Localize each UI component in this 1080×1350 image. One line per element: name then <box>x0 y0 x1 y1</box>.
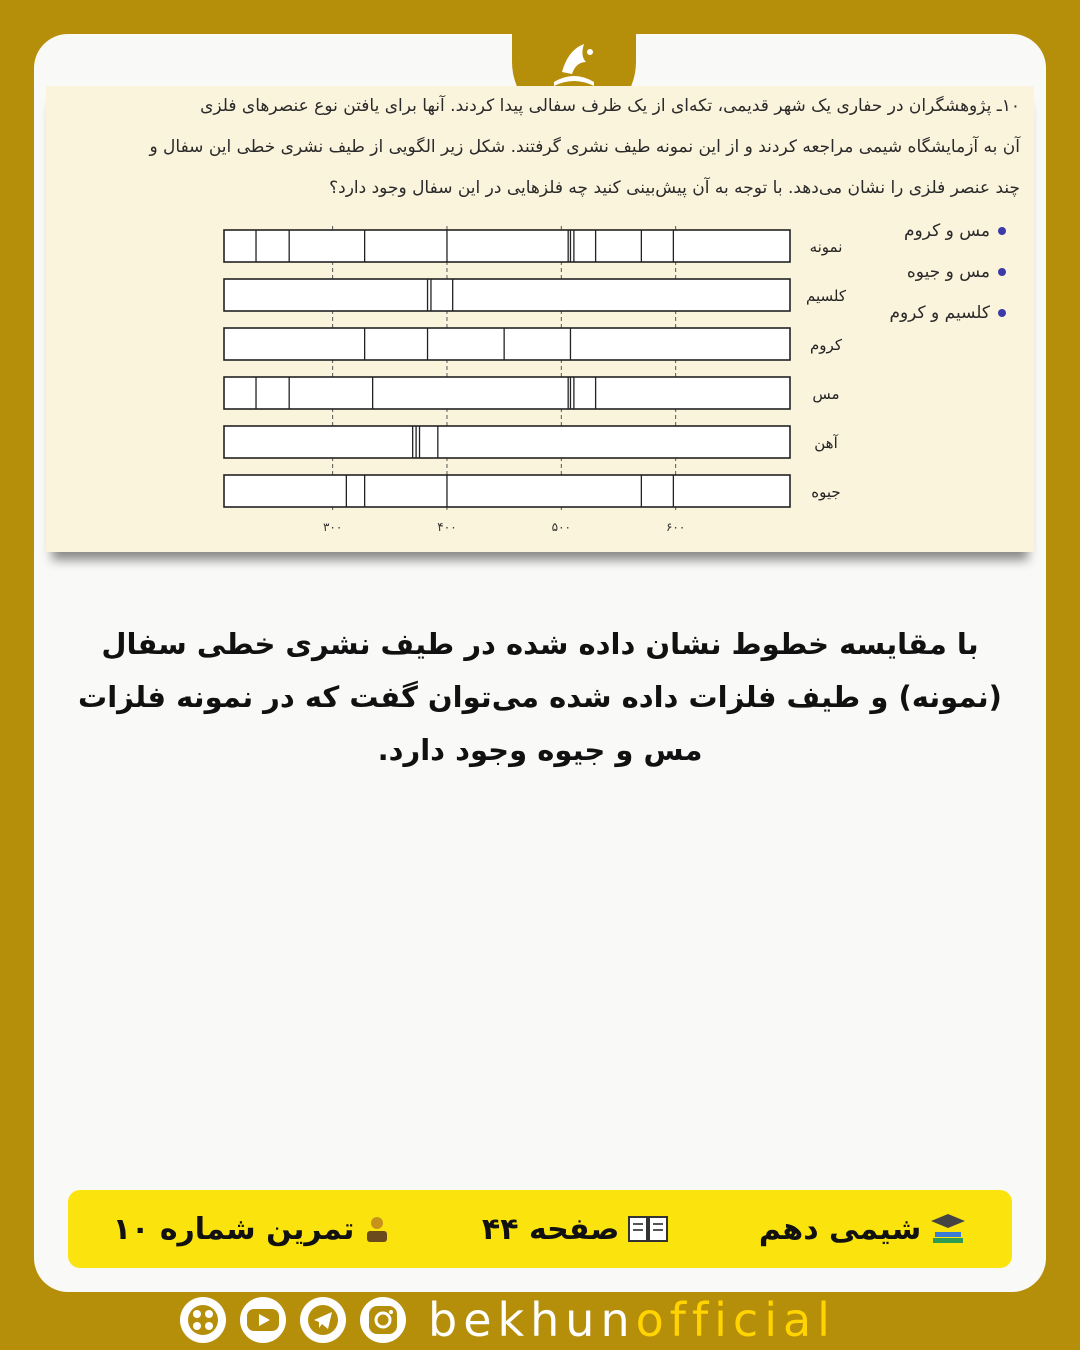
spectrum-row-5 <box>224 426 790 458</box>
aparat-icon[interactable] <box>180 1297 226 1343</box>
question-panel <box>46 86 1034 552</box>
x-tick-label: ۶۰۰ <box>665 520 686 534</box>
subject-name: شیمی دهم <box>758 1211 922 1247</box>
telegram-icon[interactable] <box>300 1297 346 1343</box>
book-icon <box>627 1213 669 1245</box>
instagram-icon[interactable] <box>360 1297 406 1343</box>
row-label: مس <box>812 385 840 403</box>
brand-part-1: bekhun <box>428 1293 636 1347</box>
footer <box>180 1292 900 1348</box>
x-tick-label: ۳۰۰ <box>322 520 343 534</box>
brand-name <box>428 1293 836 1347</box>
row-label: آهن <box>814 434 838 452</box>
option-label: مس و کروم <box>903 220 990 241</box>
question-line-3: چند عنصر فلزی را نشان می‌دهد. با توجه به آن پیش‌بینی کنید چه فلزهایی در این سفال وجود دارد؟ <box>329 178 1020 198</box>
row-label: نمونه <box>809 238 843 256</box>
question-text <box>68 86 1020 209</box>
option-label: مس و جیوه <box>906 261 990 282</box>
teacher-icon <box>362 1214 392 1244</box>
youtube-icon[interactable] <box>240 1297 286 1343</box>
subject-info <box>759 1212 967 1247</box>
bullet-icon <box>998 309 1006 317</box>
spectrum-row-3 <box>224 328 790 360</box>
x-tick-label: ۴۰۰ <box>437 520 457 534</box>
spectrum-row-1 <box>224 230 790 262</box>
bullet-icon <box>998 227 1006 235</box>
page-info <box>482 1212 669 1247</box>
question-line-2: آن به آزمایشگاه شیمی مراجعه کردند و از این نمونه طیف نشری گرفتند. شکل زیر الگویی از طیف نشری خطی این سفال و <box>149 137 1020 157</box>
spectrum-row-4 <box>224 377 790 409</box>
option-label: کلسیم و کروم <box>889 302 990 323</box>
graduation-books-icon <box>929 1212 967 1246</box>
emission-spectrum-chart <box>216 222 856 542</box>
x-tick-label: ۵۰۰ <box>551 520 571 534</box>
row-label: کلسیم <box>806 287 846 305</box>
brand-part-2: official <box>635 1293 836 1347</box>
option-1 <box>846 210 1006 251</box>
spectrum-row-2 <box>224 279 790 311</box>
exercise-number: تمرین شماره ۱۰ <box>112 1211 355 1247</box>
option-3 <box>846 292 1006 333</box>
answer-text: با مقایسه خطوط نشان داده شده در طیف نشری خطی سفال (نمونه) و طیف فلزات داده شده می‌توان گفت که در نمونه فلزات مس و جیوه وجود دارد. <box>78 627 1002 767</box>
row-label: جیوه <box>811 483 841 501</box>
bullet-icon <box>998 268 1006 276</box>
page-number: صفحه ۴۴ <box>481 1211 620 1247</box>
spectrum-row-6 <box>224 475 790 507</box>
row-label: کروم <box>810 336 842 354</box>
question-line-1: ۱۰ـ پژوهشگران در حفاری یک شهر قدیمی، تکه‌ای از یک ظرف سفالی پیدا کردند. آنها برای یافتن نوع عنصرهای فلزی <box>200 96 1020 116</box>
exercise-info <box>113 1212 393 1247</box>
info-bar <box>68 1190 1012 1268</box>
option-2 <box>846 251 1006 292</box>
options-list <box>846 210 1006 333</box>
